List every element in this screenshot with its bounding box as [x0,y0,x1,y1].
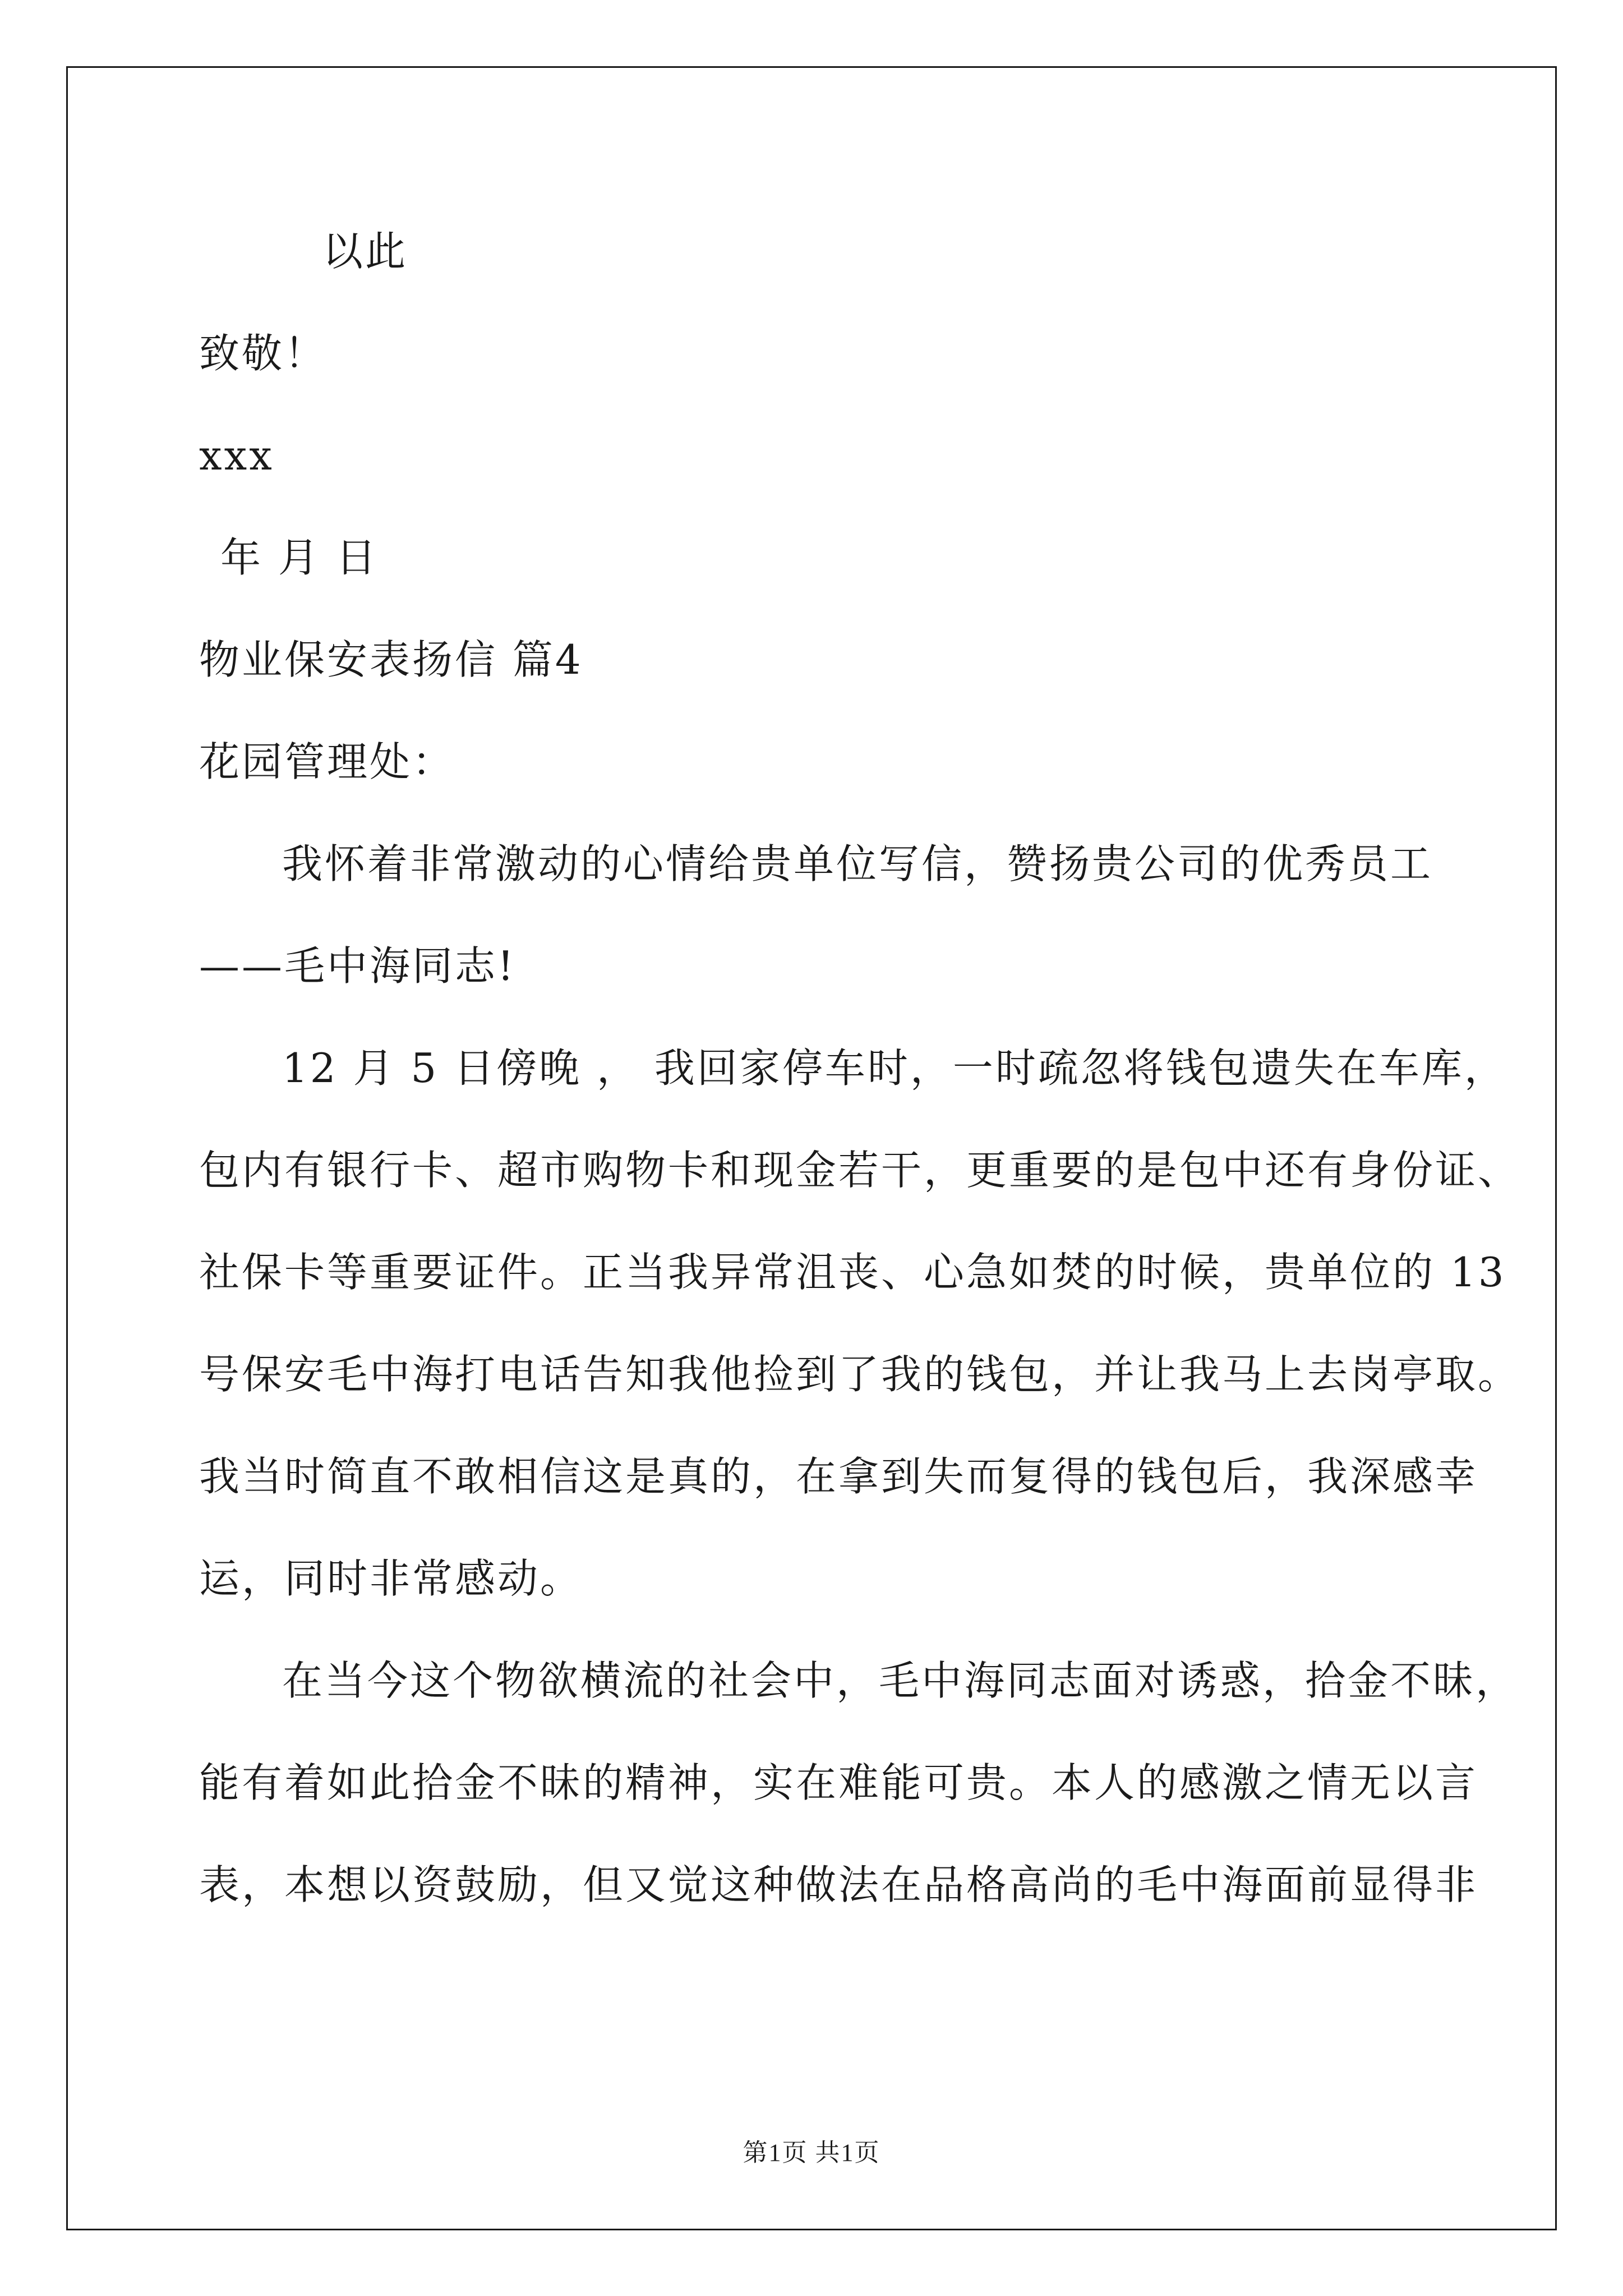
page-number: 第1页 共1页 [743,2139,880,2166]
paragraph-line: 运，同时非常感动。 [199,1555,583,1602]
paragraph-line: 12 月 5 日傍晚 ， 我回家停车时，一时疏忽将钱包遗失在车库， [282,1045,1507,1092]
paragraph-line: 能有着如此拾金不昧的精神，实在难能可贵。本人的感激之情无以言 [199,1759,1478,1806]
paragraph-line: 表，本想以资鼓励，但又觉这种做法在品格高尚的毛中海面前显得非 [199,1861,1478,1908]
closing-yici: 以此 [322,228,408,275]
paragraph-line: 我怀着非常激动的心情给贵单位写信，赞扬贵公司的优秀员工 [282,840,1433,887]
paragraph-line: 我当时简直不敢相信这是真的，在拿到失而复得的钱包后，我深感幸 [199,1453,1478,1500]
paragraph-line: 包内有银行卡、超市购物卡和现金若干，更重要的是包中还有身份证、 [199,1147,1521,1194]
closing-zhijing: 致敬！ [199,330,328,377]
signature: xxx [199,432,274,479]
paragraph-line: 社保卡等重要证件。正当我异常沮丧、心急如焚的时候，贵单位的 13 [199,1249,1506,1296]
paragraph-line: ——毛中海同志! [199,942,516,990]
paragraph-line: 在当今这个物欲横流的社会中，毛中海同志面对诱惑，拾金不昧， [282,1657,1519,1704]
date-line: 年 月 日 [220,534,379,581]
paragraph-line: 号保安毛中海打电话告知我他捡到了我的钱包，并让我马上去岗亭取。 [199,1351,1521,1398]
salutation: 花园管理处： [199,738,455,785]
section-title: 物业保安表扬信 篇4 [199,636,583,683]
